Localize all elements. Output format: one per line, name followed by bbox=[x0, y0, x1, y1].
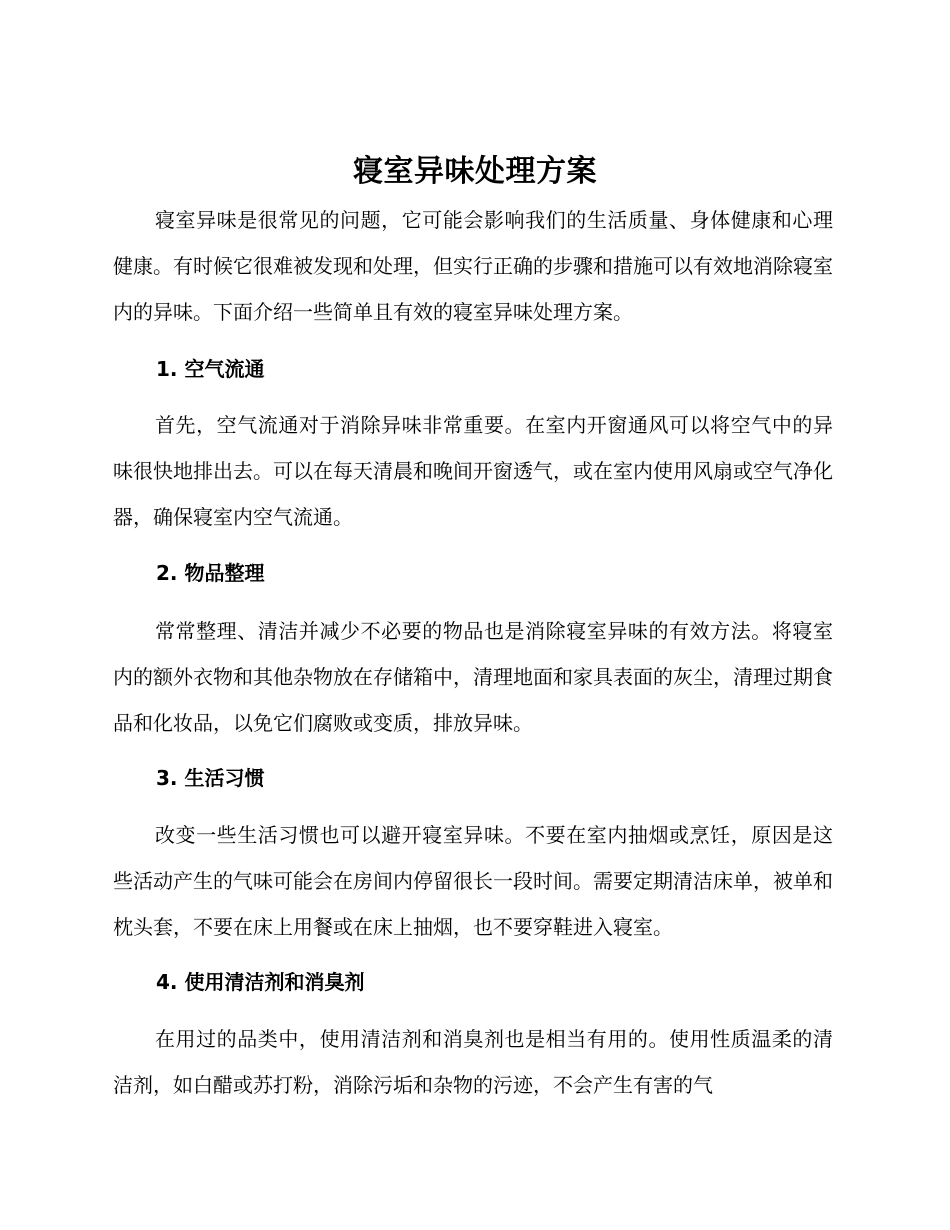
section-heading-organize: 2. 物品整理 bbox=[156, 561, 265, 585]
section-body-cleaners: 在用过的品类中，使用清洁剂和消臭剂也是相当有用的。使用性质温柔的清洁剂，如白醋或苏打粉，消除污垢和杂物的污迹，不会产生有害的气 bbox=[113, 1027, 833, 1097]
section-body-organize: 常常整理、清洁并减少不必要的物品也是消除寝室异味的有效方法。将寝室内的额外衣物和其他杂物放在存储箱中，清理地面和家具表面的灰尘，清理过期食品和化妆品，以免它们腐败或变质，排放异味。 bbox=[113, 619, 833, 735]
section-body-habits: 改变一些生活习惯也可以避开寝室异味。不要在室内抽烟或烹饪，原因是这些活动产生的气味可能会在房间内停留很长一段时间。需要定期清洁床单，被单和枕头套，不要在床上用餐或在床上抽烟，也不要穿鞋进入寝室。 bbox=[113, 823, 833, 939]
section-body-air: 首先，空气流通对于消除异味非常重要。在室内开窗通风可以将空气中的异味很快地排出去。可以在每天清晨和晚间开窗透气，或在室内使用风扇或空气净化器，确保寝室内空气流通。 bbox=[113, 413, 833, 529]
section-heading-cleaners: 4. 使用清洁剂和消臭剂 bbox=[156, 970, 365, 994]
intro-paragraph: 寝室异味是很常见的问题，它可能会影响我们的生活质量、身体健康和心理健康。有时候它很难被发现和处理，但实行正确的步骤和措施可以有效地消除寝室内的异味。下面介绍一些简单且有效的寝室异味处理方案。 bbox=[113, 208, 833, 324]
section-heading-habits: 3. 生活习惯 bbox=[156, 766, 265, 790]
section-heading-air: 1. 空气流通 bbox=[156, 357, 265, 381]
page-title: 寝室异味处理方案 bbox=[353, 154, 597, 189]
